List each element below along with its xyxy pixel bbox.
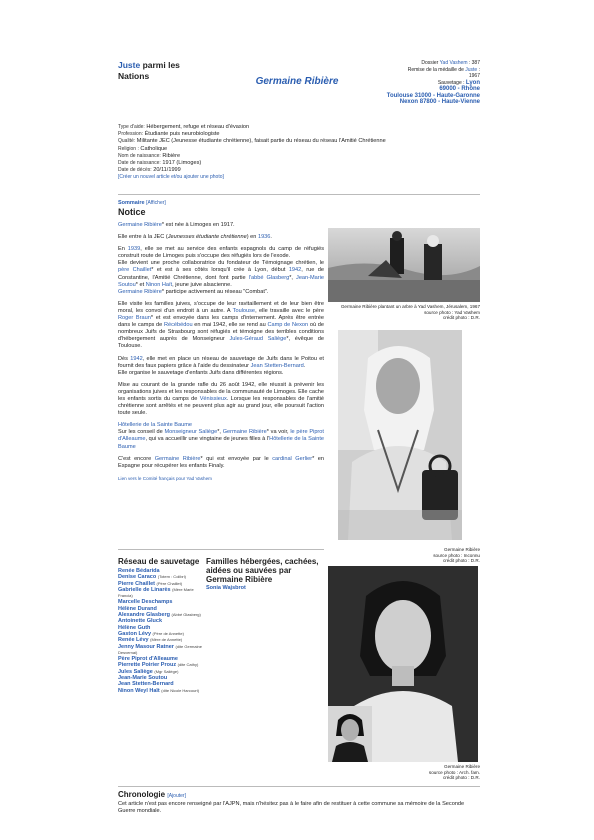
photo2-caption: [396, 547, 480, 564]
article-link[interactable]: Hôtellerie de la Sainte Baume: [118, 436, 324, 450]
religion-label: Religion :: [118, 145, 139, 152]
header-right: [360, 60, 480, 106]
reseau-title: Réseau de sauvetage: [118, 557, 200, 566]
reseau-item-name[interactable]: Pierre Chaillet: [118, 580, 155, 587]
article-link[interactable]: Monseigneur Saliège: [164, 429, 218, 436]
reseau-item-name[interactable]: Alexandre Glasberg: [118, 612, 170, 619]
text: .: [303, 362, 306, 369]
reseau-item-note: (Mère Marie Francia): [118, 586, 194, 599]
article-link[interactable]: Germaine Ribière: [118, 288, 162, 295]
reseau-item-name[interactable]: Marcelle Deschamps: [118, 599, 173, 606]
text-italic: Jeunesses étudiante chrétienne: [167, 234, 247, 241]
reseau-item[interactable]: [118, 587, 204, 600]
chrono-title: Chronologie: [118, 790, 166, 799]
text: , rue de Constantine, l'Amitié Chrétienne, dont font partie: [118, 267, 324, 281]
photo-young-portrait[interactable]: [328, 566, 478, 762]
photo1-caption: [326, 304, 480, 321]
photo-tree-planting[interactable]: [328, 228, 480, 302]
qualite-label: Qualité:: [118, 138, 136, 145]
dossier-label: Dossier: [421, 60, 439, 66]
qualite-value: Militante JEC (Jeunesse étudiante chrétienne), faisait partie du réseau du réseau l'Amitié Chrétienne: [136, 138, 386, 145]
date-deces-value: 20/11/1999: [153, 167, 181, 174]
remise-colon: :: [478, 66, 480, 73]
article-link[interactable]: Jean Stetten-Bernard: [250, 362, 304, 369]
article-link[interactable]: 1942: [130, 355, 143, 362]
article-link[interactable]: père Chaillet: [118, 267, 152, 274]
text: C'est encore: [118, 455, 155, 462]
photo3-caption: [396, 764, 480, 781]
text: Elle entre à la JEC (: [118, 234, 168, 241]
reseau-item-note: (Abbé Glasberg): [171, 612, 201, 618]
paragraph: [118, 475, 324, 482]
yad-vashem-link[interactable]: Yad Vashem: [439, 60, 468, 66]
text: *,: [217, 429, 223, 436]
notice-title: Notice: [118, 207, 146, 217]
reseau-item-name[interactable]: Jenny Masour Ratner: [118, 643, 174, 650]
article-link[interactable]: 1936: [257, 234, 271, 241]
article-link[interactable]: Ninon Haït: [145, 281, 173, 288]
inset-photo[interactable]: [328, 706, 372, 762]
text: *, évêque de Toulouse.: [118, 336, 324, 350]
photo-credit: crédit photo : D.R.: [442, 775, 480, 780]
text: , jeune juive alsacienne.: [172, 281, 232, 288]
text: Elle visite les familles juives, s'occupe de leur ravitaillement et de leur bien être moral, les convoi d'un endroit à un autre. A: [118, 300, 324, 314]
profession-label: Profession:: [118, 131, 144, 138]
text: En: [118, 246, 128, 253]
place-rhone[interactable]: 69000 - Rhône: [439, 86, 480, 92]
place-lyon[interactable]: Lyon: [465, 79, 480, 86]
reseau-item-name[interactable]: Père Piprot d'Alleaume: [118, 656, 178, 663]
familles-title: Familles hébergées, cachées, aidées ou sauvées par Germaine Ribière: [206, 557, 319, 584]
reseau-item-name[interactable]: Hélène Guth: [118, 624, 151, 631]
create-article-link[interactable]: [Créer un nouvel article et/ou ajouter une photo]: [118, 174, 224, 181]
text: , qui va accueillir une vingtaine de jeunes filles à l': [145, 436, 270, 443]
place-toulouse[interactable]: Toulouse 31000 - Haute-Garonne: [386, 92, 480, 99]
reseau-list: [118, 557, 204, 694]
afficher-link[interactable]: [Afficher]: [146, 200, 166, 206]
text: , elle se met au service des enfants espagnols du camp de réfugiés construit route de Limoges puis s'occupe des réfugiés lors de l'exode.: [118, 246, 324, 260]
photo-source: source photo : Arch. fam.: [428, 769, 480, 775]
article-link[interactable]: Germaine Ribière: [118, 222, 162, 228]
article-link[interactable]: 1942: [288, 267, 302, 274]
text: * et est à ses côtés lorsqu'il crée à Lyon, début: [151, 267, 289, 274]
divider-bottom: [118, 786, 480, 787]
info-block: [118, 124, 408, 182]
text: en mai 1942, elle se rend au: [192, 322, 268, 329]
page-title: Germaine Ribière: [255, 76, 339, 87]
paragraph: [118, 222, 324, 229]
dossier-number: : 387: [468, 60, 480, 66]
paragraph: [118, 234, 324, 241]
reseau-item-name[interactable]: Renée Bédarida: [118, 568, 160, 574]
text: .: [270, 234, 272, 241]
text: , elle travaille avec le père: [255, 307, 324, 314]
text: * va voir,: [266, 429, 291, 436]
reseau-item-name[interactable]: Renée Lévy: [118, 637, 149, 644]
photo-portrait-headscarf[interactable]: [338, 330, 462, 540]
date-naissance-label: Date de naissance:: [118, 160, 161, 167]
paragraph: [118, 456, 324, 470]
article-link[interactable]: le père Piprot d'Alleaume: [118, 429, 324, 443]
place-nexon[interactable]: Nexon 87800 - Haute-Vienne: [399, 99, 480, 105]
reseau-item-note: (Mère de Annette): [150, 637, 183, 643]
reseau-item-name[interactable]: Pierrette Poirier Prouz: [118, 662, 177, 669]
reseau-item-note: (Père Chaillet): [156, 580, 183, 586]
chronologie-section: [118, 790, 480, 815]
paragraph: [118, 356, 324, 377]
article-link[interactable]: Roger Braun: [118, 315, 151, 322]
ajouter-link[interactable]: [Ajouter]: [167, 793, 186, 799]
sommaire-label: Sommaire: [118, 200, 145, 206]
article-link[interactable]: Vénissieux: [199, 395, 227, 402]
reseau-item-name[interactable]: Gaston Lévy: [118, 630, 152, 637]
reseau-item-note: (dite Germaine Desvernai): [118, 643, 202, 655]
text: ) en: [246, 234, 258, 241]
text: * participe activement au réseau "Combat".: [161, 288, 269, 295]
photo-credit: crédit photo : D.R.: [442, 315, 480, 320]
reseau-item-note: (Mgr Saliège): [154, 668, 179, 674]
reseau-item-note: (Père de Annette): [152, 630, 184, 636]
header-left-line2: Nations: [118, 71, 150, 81]
paragraph: [118, 246, 324, 296]
date-naissance-value: 1917 (Limoges): [162, 160, 202, 167]
article-link[interactable]: cardinal Gerlier: [272, 455, 313, 462]
paragraph: [118, 382, 324, 417]
text: * et: [135, 281, 146, 288]
juste-link[interactable]: Juste: [118, 60, 141, 70]
photo-caption-text: Germaine Ribière: [444, 764, 480, 769]
text: Sur les conseil de: [118, 429, 165, 436]
reseau-item-name[interactable]: Gabrielle de Linarès: [118, 586, 171, 593]
article-link[interactable]: Jules-Géraud Saliège: [229, 336, 287, 343]
reseau-item-note: (Totem : Colibri): [157, 574, 186, 580]
aide-label: Type d'aide:: [118, 124, 145, 130]
reseau-item-name[interactable]: Hélène Durand: [118, 605, 157, 612]
juste-medal-link[interactable]: Juste: [465, 66, 478, 73]
famille-item[interactable]: Sonia Wajsbrot: [206, 585, 246, 591]
remise-year: 1967: [468, 73, 480, 79]
nom-naissance-value: Ribière: [162, 152, 181, 159]
photo-source: source photo : Yad Vashem: [424, 309, 480, 315]
reseau-item-name[interactable]: Jean-Marie Soutou: [118, 675, 168, 682]
text: * est née à Limoges en 1917.: [161, 222, 235, 228]
article-link[interactable]: Camp de Nexon: [267, 322, 309, 329]
text: Mise au courant de la grande rafle du 26 août 1942, elle réussit à prévenir les organisations juives et les responsables de la communauté de Limoges. Elle cache les enfants sortis du camps de: [118, 381, 324, 402]
notice-heading: [118, 200, 166, 217]
reseau-item-name[interactable]: Antoinette Gluck: [118, 618, 163, 625]
chrono-text: Cet article n'est pas encore renseigné par l'AJPN, mais n'hésitez pas à le faire afin de restituer à cette commune sa mémoire de la Seconde Guerre mondiale.: [118, 801, 465, 814]
text: * qui est envoyée par le: [200, 455, 273, 462]
photo-source: source photo : Inconnu: [433, 552, 480, 558]
article-link[interactable]: Hôtellerie de la Sainte Baume: [118, 422, 193, 429]
reseau-item-name[interactable]: Jules Saliège: [118, 668, 153, 675]
text: * et est envoyée dans les camps d'internement. Après être entrée dans le camps de: [118, 315, 325, 329]
text: * en Espagne pour récupérer les enfants Finaly.: [118, 455, 324, 469]
text: , elle met en place un réseau de sauvetage de Juifs dans le Poitou et fournit des faux papiers grâce à l'aide du dessinateur: [118, 355, 324, 369]
familles-section: [206, 557, 324, 591]
text: *,: [289, 274, 297, 281]
nom-naissance-label: Nom de naissance:: [118, 152, 161, 159]
text: où de nombreux Juifs de Strasbourg sont réfugiés et témoigne des terribles conditions d'hébergement auprès de Monseigneur: [118, 322, 324, 343]
reseau-item-name[interactable]: Jean Stetten-Bernard: [118, 681, 174, 688]
reseau-item-name[interactable]: Denise Caraco: [118, 574, 157, 581]
article-link[interactable]: l'abbé Glasberg: [248, 274, 290, 281]
text: . Lorsque les responsables de l'amitié chrétienne sont arrêtés et ne peuvent plus agir au grand jour, elle poursuit l'action toute seule.: [118, 395, 325, 417]
article-link[interactable]: Germaine Ribière: [222, 429, 267, 436]
article-link[interactable]: 1939: [127, 246, 141, 253]
divider-top: [118, 194, 480, 195]
reseau-item[interactable]: [118, 688, 204, 694]
comite-link[interactable]: Lien vers le Comité français pour Yad Vashem: [118, 475, 212, 481]
profession-value: Étudiante puis neurobiologiste: [144, 131, 220, 138]
text: Dès: [118, 355, 131, 362]
text: Elle organise le sauvetage d'enfants Juifs dans différentes régions.: [118, 369, 284, 376]
religion-value: Catholique: [140, 145, 168, 152]
photo-caption-text: Germaine Ribière: [444, 547, 480, 552]
divider-middle: [118, 549, 324, 550]
photo-caption-text: Germaine Ribière plantant un arbre à Yad Vashem, Jérusalem, 1967: [340, 304, 480, 309]
reseau-items: [118, 568, 204, 694]
photo-credit: crédit photo : D.R.: [442, 558, 480, 563]
text: Elle devient une proche collaboratrice du fondateur de Témoignage chrétien, le: [118, 260, 324, 267]
paragraph: [118, 301, 324, 351]
reseau-item-name[interactable]: Ninon Weyl Haït: [118, 687, 160, 694]
article-link[interactable]: Toulouse: [232, 307, 256, 314]
article-body: [118, 222, 324, 487]
reseau-item-note: (dite Cathy): [177, 662, 199, 668]
remise-label: Remise de la médaille de: [407, 66, 464, 73]
article-link[interactable]: Germaine Ribière: [154, 455, 201, 462]
article-link[interactable]: Jean-Marie Soutou: [118, 274, 324, 288]
reseau-item-note: (dite Nicole Harcourt): [161, 687, 200, 693]
reseau-item[interactable]: [118, 644, 204, 657]
header-left-text: parmi les: [140, 60, 180, 70]
date-deces-label: Date de décès:: [118, 167, 152, 174]
paragraph: [118, 422, 324, 450]
article-link[interactable]: Récébédou: [163, 322, 193, 329]
aide-value: Hébergement, refuge et réseau d'évasion: [146, 124, 250, 130]
sauvetage-label: Sauvetage :: [437, 79, 465, 86]
